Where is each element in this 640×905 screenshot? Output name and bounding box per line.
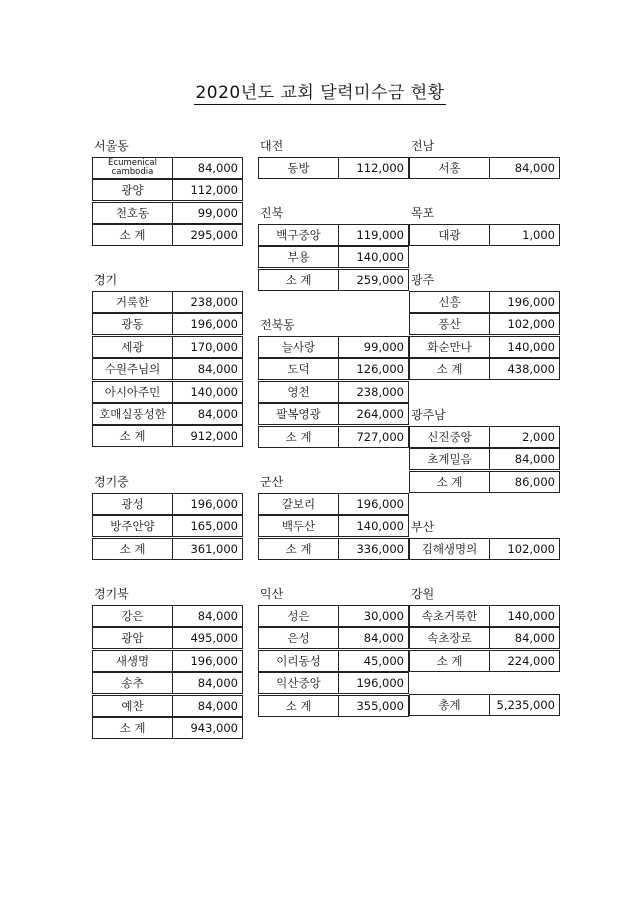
amount-cell: 112,000: [172, 179, 243, 201]
table-row: [258, 605, 408, 627]
table-row: [92, 291, 242, 313]
church-name-cell: 방주안양: [92, 515, 173, 537]
amount-cell: 355,000: [338, 695, 409, 717]
church-name-cell: 소 계: [92, 538, 173, 560]
amount-cell: 1,000: [489, 224, 560, 246]
table-row: [409, 448, 559, 470]
church-name-cell: 소 계: [409, 358, 490, 380]
amount-cell: 140,000: [338, 515, 409, 537]
amount-cell: 196,000: [338, 493, 409, 515]
table-row: [92, 336, 242, 358]
region-heading: 광주: [411, 273, 435, 287]
amount-cell: 84,000: [489, 157, 560, 179]
table-row: [409, 313, 559, 335]
table-row: [258, 336, 408, 358]
church-name-cell: 김해생명의: [409, 538, 490, 560]
region-heading: 군산: [260, 475, 284, 489]
table-row: [92, 157, 242, 179]
church-name-cell: 은성: [258, 627, 339, 649]
amount-cell: 126,000: [338, 358, 409, 380]
page-title: [0, 78, 640, 103]
church-name-cell: 백두산: [258, 515, 339, 537]
region-heading: 전북동: [260, 318, 295, 332]
church-name-cell: Ecumenical cambodia: [92, 157, 173, 179]
church-name-cell: 소 계: [92, 717, 173, 739]
amount-cell: 84,000: [172, 403, 243, 425]
church-name-cell: 강은: [92, 605, 173, 627]
table-row: [92, 425, 242, 447]
church-name-cell: 소 계: [92, 425, 173, 447]
church-name-cell: 성은: [258, 605, 339, 627]
table-row: [258, 672, 408, 694]
church-name-cell: 동방: [258, 157, 339, 179]
table-row: [409, 224, 559, 246]
amount-cell: 84,000: [172, 672, 243, 694]
table-row: [258, 650, 408, 672]
amount-cell: 140,000: [172, 381, 243, 403]
region-heading: 광주남: [411, 408, 446, 422]
table-row: [92, 202, 242, 224]
amount-cell: 912,000: [172, 425, 243, 447]
church-name-cell: 늘사랑: [258, 336, 339, 358]
table-row: [409, 358, 559, 380]
amount-cell: 727,000: [338, 426, 409, 448]
table-row: [409, 291, 559, 313]
table-row: [409, 157, 559, 179]
region-heading: 익산: [260, 587, 284, 601]
amount-cell: 438,000: [489, 358, 560, 380]
amount-cell: 102,000: [489, 313, 560, 335]
church-name-cell: 수원주님의: [92, 358, 173, 380]
church-name-cell: 속초장로: [409, 627, 490, 649]
amount-cell: 5,235,000: [489, 694, 560, 716]
church-name-cell: 총계: [409, 694, 490, 716]
church-name-cell: 새생명: [92, 650, 173, 672]
amount-cell: 112,000: [338, 157, 409, 179]
church-name-cell: 소 계: [258, 269, 339, 291]
table-row: [409, 694, 559, 716]
table-row: [409, 471, 559, 493]
church-name-cell: 화순만나: [409, 336, 490, 358]
table-row: [92, 515, 242, 537]
amount-cell: 99,000: [172, 202, 243, 224]
table-row: [92, 313, 242, 335]
amount-cell: 84,000: [172, 157, 243, 179]
church-name-cell: 갈보리: [258, 493, 339, 515]
table-row: [258, 246, 408, 268]
amount-cell: 238,000: [172, 291, 243, 313]
amount-cell: 84,000: [172, 695, 243, 717]
region-heading: 전남: [411, 139, 435, 153]
church-name-cell: 소 계: [258, 695, 339, 717]
church-name-cell: 백구중앙: [258, 224, 339, 246]
church-name-cell: 영천: [258, 381, 339, 403]
table-row: [92, 627, 242, 649]
church-name-cell: 아시아주민: [92, 381, 173, 403]
church-name-cell: 소 계: [258, 538, 339, 560]
amount-cell: 165,000: [172, 515, 243, 537]
amount-cell: 140,000: [489, 605, 560, 627]
amount-cell: 196,000: [489, 291, 560, 313]
table-row: [92, 179, 242, 201]
church-name-cell: 풍산: [409, 313, 490, 335]
amount-cell: 238,000: [338, 381, 409, 403]
amount-cell: 86,000: [489, 471, 560, 493]
region-heading: 강원: [411, 587, 435, 601]
amount-cell: 259,000: [338, 269, 409, 291]
church-name-cell: 부용: [258, 246, 339, 268]
church-name-cell: 신진중앙: [409, 426, 490, 448]
amount-cell: 170,000: [172, 336, 243, 358]
table-row: [92, 358, 242, 380]
church-name-cell: 예찬: [92, 695, 173, 717]
amount-cell: 295,000: [172, 224, 243, 246]
amount-cell: 224,000: [489, 650, 560, 672]
amount-cell: 84,000: [172, 358, 243, 380]
table-row: [258, 224, 408, 246]
page-title-text: 2020년도 교회 달력미수금 현황: [195, 83, 445, 103]
table-row: [258, 403, 408, 425]
church-name-cell: 광동: [92, 313, 173, 335]
region-heading: 부산: [411, 520, 435, 534]
amount-cell: 196,000: [172, 313, 243, 335]
table-row: [92, 717, 242, 739]
church-name-cell: 거룩한: [92, 291, 173, 313]
table-row: [92, 493, 242, 515]
church-name-cell: 소 계: [409, 650, 490, 672]
amount-cell: 196,000: [172, 493, 243, 515]
church-name-cell: 광암: [92, 627, 173, 649]
table-row: [409, 605, 559, 627]
region-heading: 서울동: [94, 139, 129, 153]
church-name-cell: 도덕: [258, 358, 339, 380]
church-name-cell: 천호동: [92, 202, 173, 224]
table-row: [258, 426, 408, 448]
region-heading: 경기중: [94, 475, 129, 489]
table-row: [258, 538, 408, 560]
church-name-cell: 세광: [92, 336, 173, 358]
amount-cell: 196,000: [338, 672, 409, 694]
table-row: [92, 403, 242, 425]
table-row: [409, 336, 559, 358]
table-row: [409, 627, 559, 649]
table-row: [258, 358, 408, 380]
table-row: [258, 269, 408, 291]
amount-cell: 45,000: [338, 650, 409, 672]
church-name-cell: 송추: [92, 672, 173, 694]
region-heading: 대전: [260, 139, 284, 153]
table-row: [92, 538, 242, 560]
church-name-cell: 호매실풍성한: [92, 403, 173, 425]
region-heading: 목포: [411, 206, 435, 220]
table-row: [409, 426, 559, 448]
amount-cell: 943,000: [172, 717, 243, 739]
amount-cell: 361,000: [172, 538, 243, 560]
table-row: [92, 381, 242, 403]
amount-cell: 30,000: [338, 605, 409, 627]
amount-cell: 196,000: [172, 650, 243, 672]
amount-cell: 2,000: [489, 426, 560, 448]
region-heading: 경기북: [94, 587, 129, 601]
table-row: [92, 695, 242, 717]
amount-cell: 99,000: [338, 336, 409, 358]
table-row: [258, 157, 408, 179]
amount-cell: 495,000: [172, 627, 243, 649]
church-name-cell: 소 계: [258, 426, 339, 448]
church-name-cell: 광성: [92, 493, 173, 515]
church-name-cell: 익산중앙: [258, 672, 339, 694]
amount-cell: 140,000: [489, 336, 560, 358]
church-name-cell: 대광: [409, 224, 490, 246]
amount-cell: 84,000: [489, 627, 560, 649]
table-row: [258, 627, 408, 649]
amount-cell: 119,000: [338, 224, 409, 246]
table-row: [258, 515, 408, 537]
church-name-cell: 소 계: [409, 471, 490, 493]
church-name-cell: 팔복영광: [258, 403, 339, 425]
church-name-cell: 초계밀음: [409, 448, 490, 470]
table-row: [92, 672, 242, 694]
region-heading: 진북: [260, 206, 284, 220]
church-name-cell: 광양: [92, 179, 173, 201]
table-row: [258, 381, 408, 403]
amount-cell: 102,000: [489, 538, 560, 560]
amount-cell: 84,000: [489, 448, 560, 470]
amount-cell: 264,000: [338, 403, 409, 425]
church-name-cell: 서홍: [409, 157, 490, 179]
table-row: [92, 224, 242, 246]
table-row: [409, 650, 559, 672]
table-row: [258, 493, 408, 515]
table-row: [409, 538, 559, 560]
church-name-cell: 신흥: [409, 291, 490, 313]
table-row: [92, 605, 242, 627]
amount-cell: 140,000: [338, 246, 409, 268]
amount-cell: 84,000: [172, 605, 243, 627]
table-row: [258, 695, 408, 717]
church-name-cell: 이리동성: [258, 650, 339, 672]
table-row: [92, 650, 242, 672]
amount-cell: 336,000: [338, 538, 409, 560]
church-name-cell: 속초거룩한: [409, 605, 490, 627]
amount-cell: 84,000: [338, 627, 409, 649]
church-name-cell: 소 계: [92, 224, 173, 246]
region-heading: 경기: [94, 273, 118, 287]
